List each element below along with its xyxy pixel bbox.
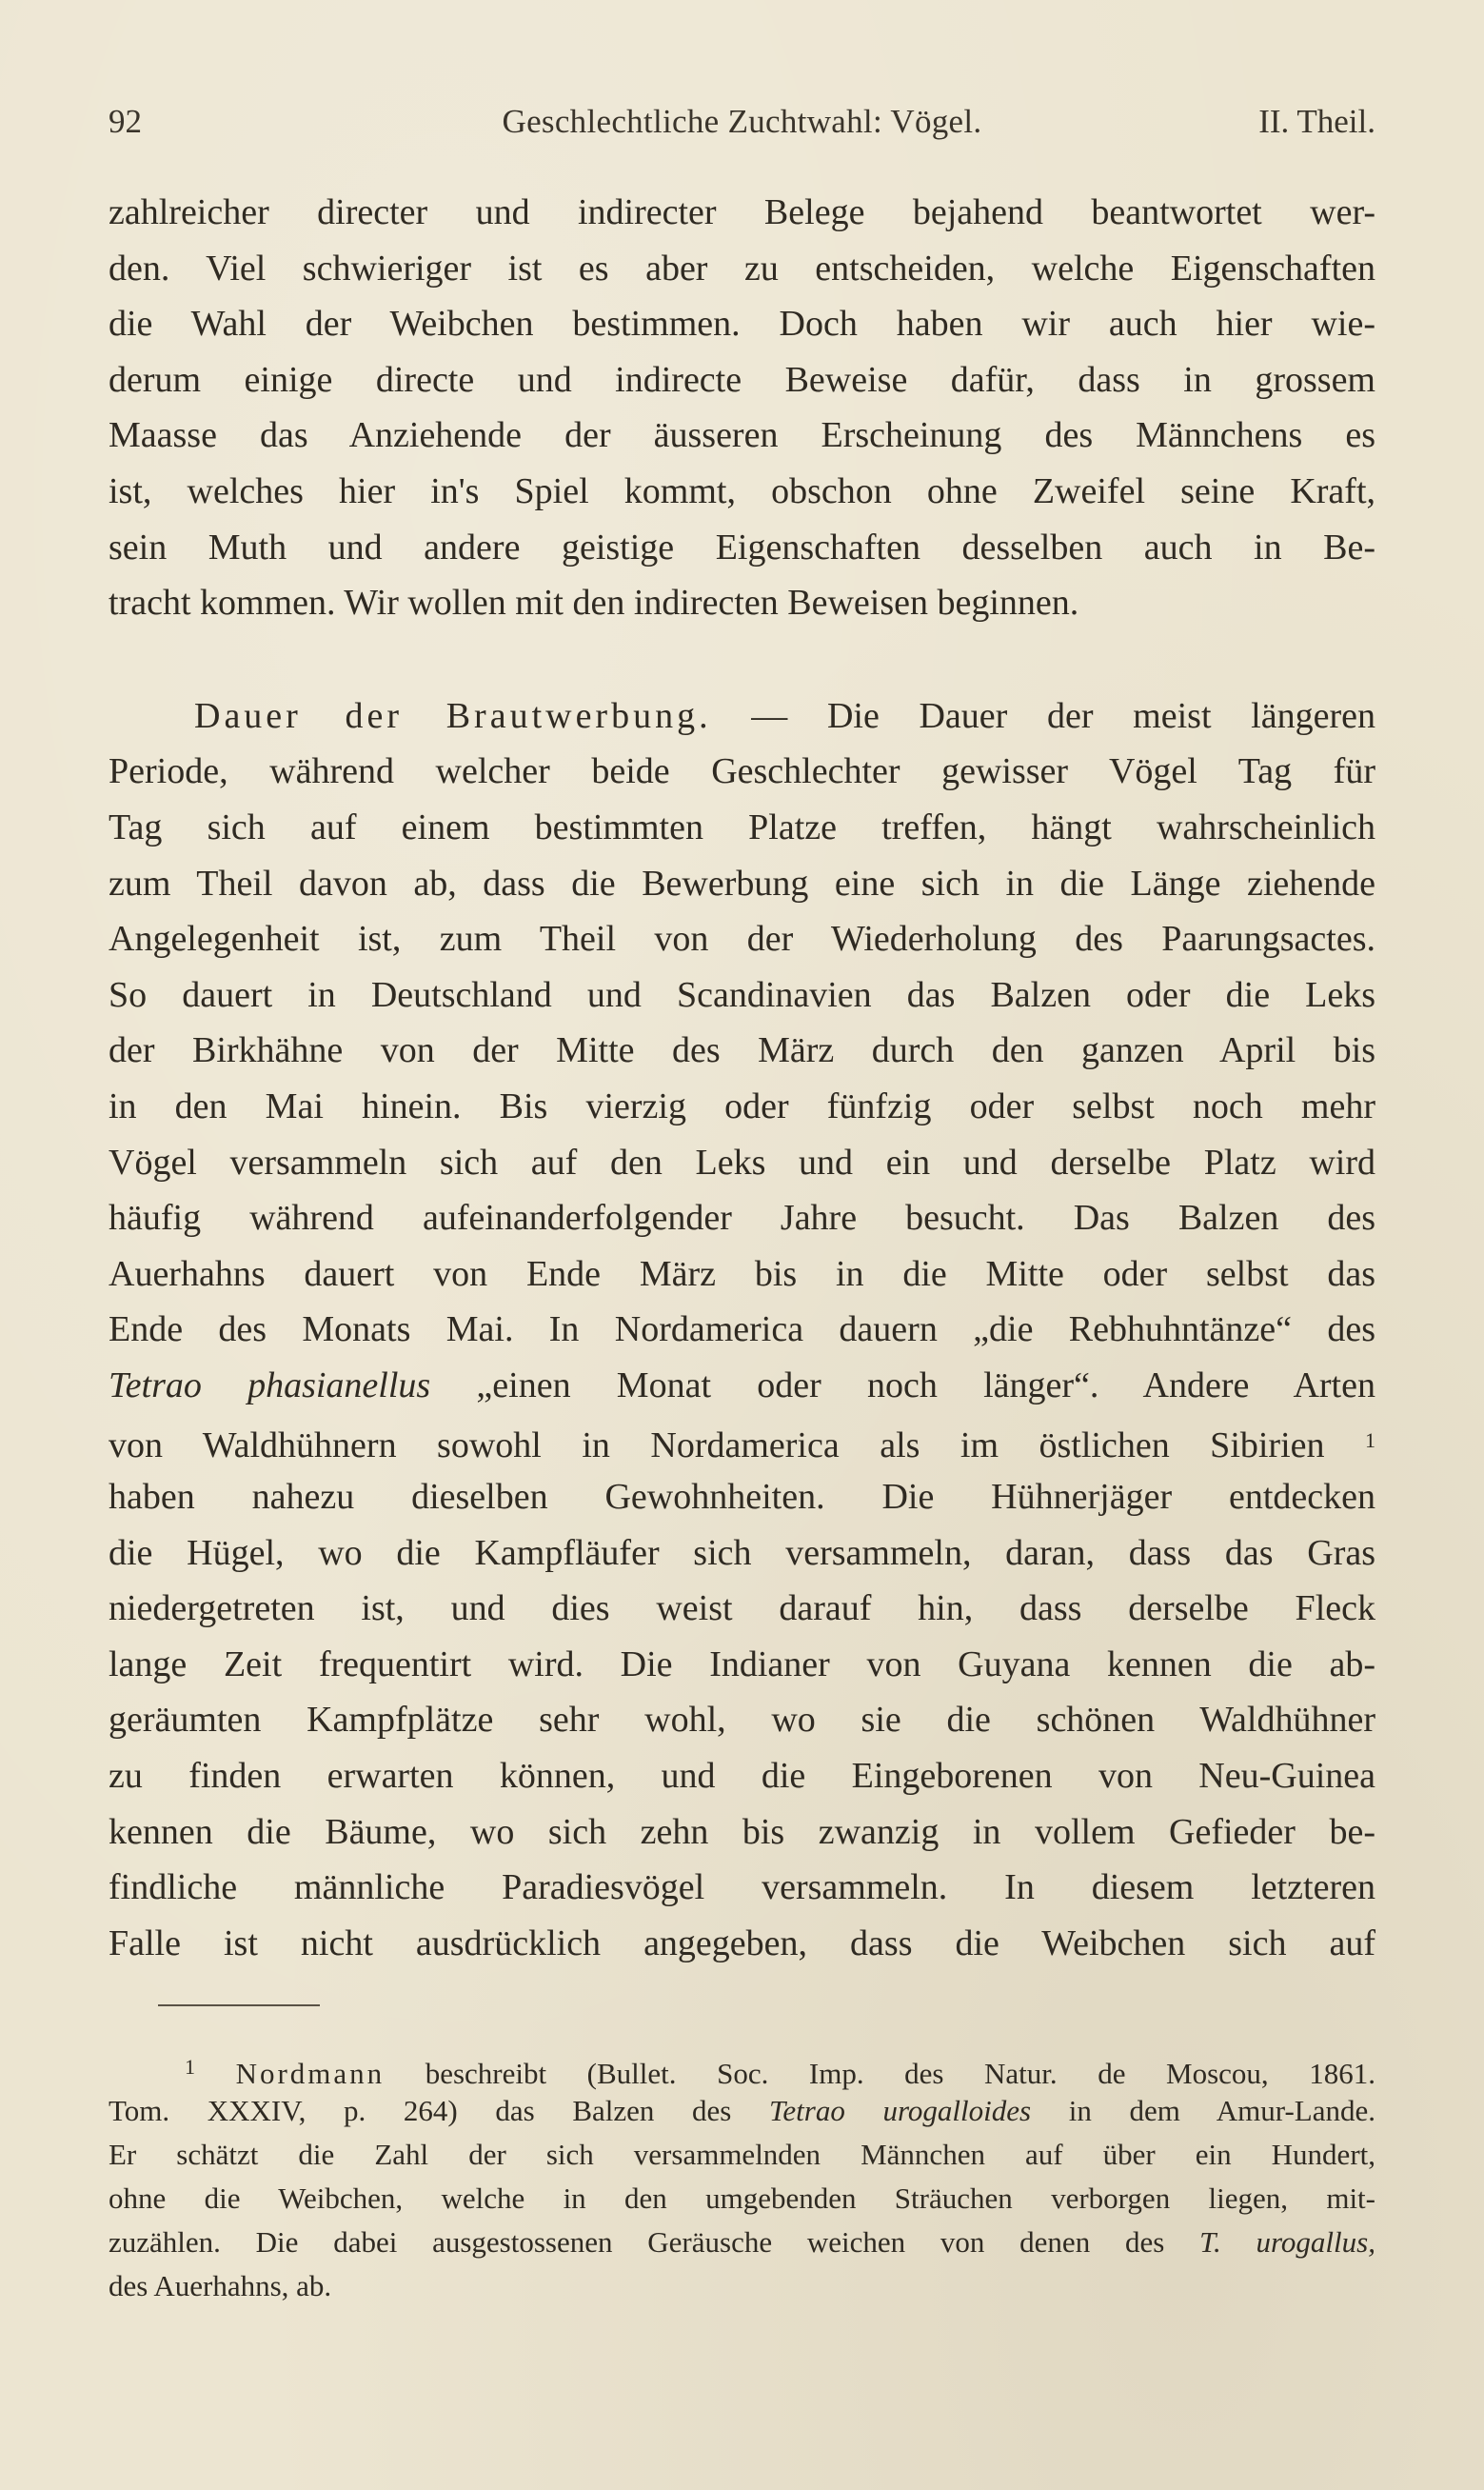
- footnote-line: [109, 2221, 1375, 2264]
- text-line: zum Theil davon ab, dass die Bewerbung eine sich in die Länge ziehende: [109, 863, 1375, 904]
- footnote-reference: 1: [1365, 1428, 1376, 1453]
- text-line: derum einige directe und indirecte Beweise dafür, dass in grossem: [109, 359, 1375, 400]
- text-line: Tag sich auf einem bestimmten Platze treffen, hängt wahrscheinlich: [109, 807, 1375, 847]
- text-line: findliche männliche Paradiesvögel versammeln. In diesem letzteren: [109, 1867, 1375, 1908]
- text-line: niedergetreten ist, und dies weist darauf hin, dass derselbe Fleck: [109, 1588, 1375, 1629]
- text-fragment: in dem Amur-Lande.: [1031, 2094, 1375, 2127]
- text-fragment: von Waldhühnern sowohl in Nordamerica als im östlichen Sibirien: [109, 1425, 1325, 1466]
- paragraph-2: [109, 688, 1375, 1972]
- running-header: [109, 103, 1375, 150]
- text-line: ist, welches hier in's Spiel kommt, obschon ohne Zweifel seine Kraft,: [109, 470, 1375, 511]
- species-name: Tetrao urogalloides: [769, 2094, 1032, 2127]
- text-line: sein Muth und andere geistige Eigenschaften desselben auch in Be-: [109, 527, 1375, 568]
- text-line: tracht kommen. Wir wollen mit den indirecten Beweisen beginnen.: [109, 583, 1079, 624]
- main-text: [109, 185, 1375, 1971]
- paragraph-1: [109, 185, 1375, 631]
- text-line: Auerhahns dauert von Ende März bis in die Mitte oder selbst das: [109, 1253, 1375, 1294]
- footnote-line: Er schätzt die Zahl der sich versammelnden Männchen auf über ein Hundert,: [109, 2138, 1375, 2171]
- text-fragment: zuzählen. Die dabei ausgestossenen Geräusche weichen von denen des: [109, 2225, 1200, 2259]
- text-line: Periode, während welcher beide Geschlechter gewisser Vögel Tag für: [109, 751, 1375, 792]
- footnote-author: Nordmann: [235, 2057, 386, 2090]
- footnote-line: des Auerhahns, ab.: [109, 2269, 332, 2302]
- section-heading: Dauer der Brautwerbung.: [194, 695, 712, 736]
- text-line: häufig während aufeinanderfolgender Jahre besucht. Das Balzen des: [109, 1198, 1375, 1239]
- text-line: Angelegenheit ist, zum Theil von der Wiederholung des Paarungsactes.: [109, 919, 1375, 960]
- text-line: So dauert in Deutschland und Scandinavien das Balzen oder die Leks: [109, 974, 1375, 1015]
- species-name: T. urogallus,: [1199, 2225, 1375, 2259]
- text-line: Falle ist nicht ausdrücklich angegeben, dass die Weibchen sich auf: [109, 1922, 1375, 1963]
- footnote: [109, 2045, 1375, 2308]
- footnote-line: ohne die Weibchen, welche in den umgebenden Sträuchen verborgen liegen, mit-: [109, 2181, 1375, 2215]
- text-line: geräumten Kampfplätze sehr wohl, wo sie die schönen Waldhühner: [109, 1700, 1375, 1741]
- text-line: Maasse das Anziehende der äusseren Erscheinung des Männchens es: [109, 415, 1375, 456]
- species-name: Tetrao phasianellus: [109, 1365, 431, 1405]
- text-fragment: — Die Dauer der meist längeren: [711, 695, 1375, 736]
- footnote-line: [109, 2089, 1375, 2133]
- text-line: den. Viel schwieriger ist es aber zu entscheiden, welche Eigenschaften: [109, 248, 1375, 289]
- footnote-divider: [158, 2004, 320, 2006]
- text-line: zu finden erwarten können, und die Eingeborenen von Neu-Guinea: [109, 1756, 1375, 1797]
- text-line: Vögel versammeln sich auf den Leks und ein und derselbe Platz wird: [109, 1142, 1375, 1183]
- text-line: [109, 1358, 1375, 1414]
- part-label: II. Theil.: [1258, 103, 1375, 140]
- page-number: 92: [109, 103, 142, 140]
- text-line: der Birkhähne von der Mitte des März durch den ganzen April bis: [109, 1030, 1375, 1071]
- text-line: [109, 688, 1375, 745]
- text-line: die Hügel, wo die Kampfläufer sich versammeln, daran, dass das Gras: [109, 1532, 1375, 1573]
- text-line: kennen die Bäume, wo sich zehn bis zwanzig in vollem Gefieder be-: [109, 1811, 1375, 1852]
- text-line: in den Mai hinein. Bis vierzig oder fünfzig oder selbst noch mehr: [109, 1086, 1375, 1126]
- text-line: [109, 1413, 1375, 1469]
- text-line: Ende des Monats Mai. In Nordamerica dauern „die Rebhuhntänze“ des: [109, 1309, 1375, 1350]
- text-fragment: Tom. XXXIV, p. 264) das Balzen des: [109, 2094, 770, 2127]
- text-line: zahlreicher directer und indirecter Belege bejahend beantwortet wer-: [109, 192, 1375, 232]
- text-line: haben nahezu dieselben Gewohnheiten. Die Hühnerjäger entdecken: [109, 1477, 1375, 1518]
- footnote-marker: 1: [185, 2055, 195, 2079]
- text-fragment: beschreibt (Bullet. Soc. Imp. des Natur. de Moscou, 1861.: [385, 2057, 1375, 2090]
- text-line: die Wahl der Weibchen bestimmen. Doch haben wir auch hier wie-: [109, 304, 1375, 345]
- text-line: lange Zeit frequentirt wird. Die Indianer von Guyana kennen die ab-: [109, 1643, 1375, 1684]
- text-fragment: „einen Monat oder noch länger“. Andere Arten: [430, 1365, 1375, 1405]
- running-title: Geschlechtliche Zuchtwahl: Vögel.: [502, 103, 982, 140]
- footnote-line: [109, 2045, 1375, 2089]
